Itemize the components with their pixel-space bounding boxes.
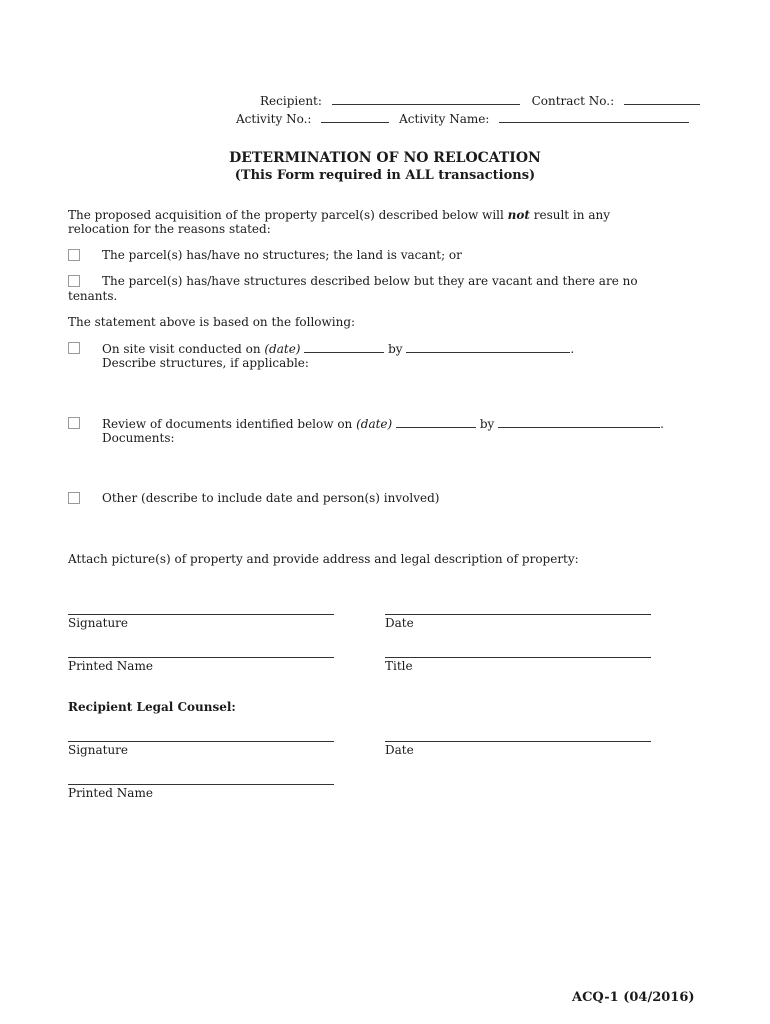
vacant-land-label: The parcel(s) has/have no structures; the land is vacant; or (102, 248, 462, 262)
printed-name-line[interactable] (68, 657, 334, 658)
recipient-field[interactable] (332, 93, 520, 105)
signature-line[interactable] (68, 614, 334, 615)
review-line-1 (102, 416, 664, 431)
date-line[interactable] (385, 614, 651, 615)
vacant-land-checkbox[interactable] (68, 249, 80, 261)
signature-label: Signature (68, 616, 129, 630)
title-label: Title (385, 659, 413, 673)
legal-counsel-heading: Recipient Legal Counsel: (68, 700, 236, 714)
intro-line-1 (68, 208, 610, 222)
intro-text-a: The proposed acquisition of the property parcel(s) described below will (68, 208, 508, 222)
other-checkbox[interactable] (68, 492, 80, 504)
counsel-printed-name-label: Printed Name (68, 786, 153, 800)
activity-row (236, 111, 689, 126)
activity-no-field[interactable] (321, 111, 389, 123)
counsel-printed-name-line[interactable] (68, 784, 334, 785)
counsel-date-line[interactable] (385, 741, 651, 742)
review-documents-checkbox[interactable] (68, 417, 80, 429)
vacant-structures-label-2: tenants. (68, 289, 118, 303)
review-person-field[interactable] (498, 416, 660, 428)
form-title: DETERMINATION OF NO RELOCATION (229, 150, 541, 166)
printed-name-label: Printed Name (68, 659, 153, 673)
date-label: Date (385, 616, 414, 630)
counsel-date-label: Date (385, 743, 414, 757)
site-visit-date-word: (date) (264, 342, 301, 356)
review-date-word: (date) (356, 417, 393, 431)
intro-emphasis: not (507, 208, 530, 222)
site-visit-text: On site visit conducted on (102, 342, 265, 356)
counsel-signature-line[interactable] (68, 741, 334, 742)
attach-instructions: Attach picture(s) of property and provide address and legal description of property: (68, 552, 579, 566)
site-visit-checkbox[interactable] (68, 342, 80, 354)
form-subtitle: (This Form required in ALL transactions) (234, 168, 536, 183)
review-text: Review of documents identified below on (102, 417, 357, 431)
review-end: . (660, 417, 664, 431)
site-visit-line-2: Describe structures, if applicable: (102, 356, 309, 370)
counsel-signature-label: Signature (68, 743, 129, 757)
form-code: ACQ-1 (04/2016) (572, 990, 695, 1005)
basis-intro: The statement above is based on the following: (68, 315, 356, 329)
review-line-2: Documents: (102, 431, 175, 445)
intro-line-2: relocation for the reasons stated: (68, 222, 271, 236)
site-visit-date-field[interactable] (304, 341, 384, 353)
recipient-row (260, 93, 700, 108)
vacant-structures-checkbox[interactable] (68, 275, 80, 287)
recipient-label: Recipient: (260, 94, 322, 108)
site-visit-person-field[interactable] (406, 341, 570, 353)
intro-text-b: result in any (529, 208, 610, 222)
review-by: by (476, 417, 499, 431)
other-label: Other (describe to include date and person(s) involved) (102, 491, 440, 505)
title-line[interactable] (385, 657, 651, 658)
activity-name-field[interactable] (499, 111, 689, 123)
review-date-field[interactable] (396, 416, 476, 428)
site-visit-line-1 (102, 341, 574, 356)
site-visit-end: . (570, 342, 575, 356)
activity-no-label: Activity No.: (236, 112, 312, 126)
site-visit-by: by (384, 342, 407, 356)
contract-field[interactable] (624, 93, 700, 105)
activity-name-label: Activity Name: (399, 112, 490, 126)
vacant-structures-label-1: The parcel(s) has/have structures described below but they are vacant and there are no (102, 274, 638, 288)
contract-label: Contract No.: (531, 94, 615, 108)
